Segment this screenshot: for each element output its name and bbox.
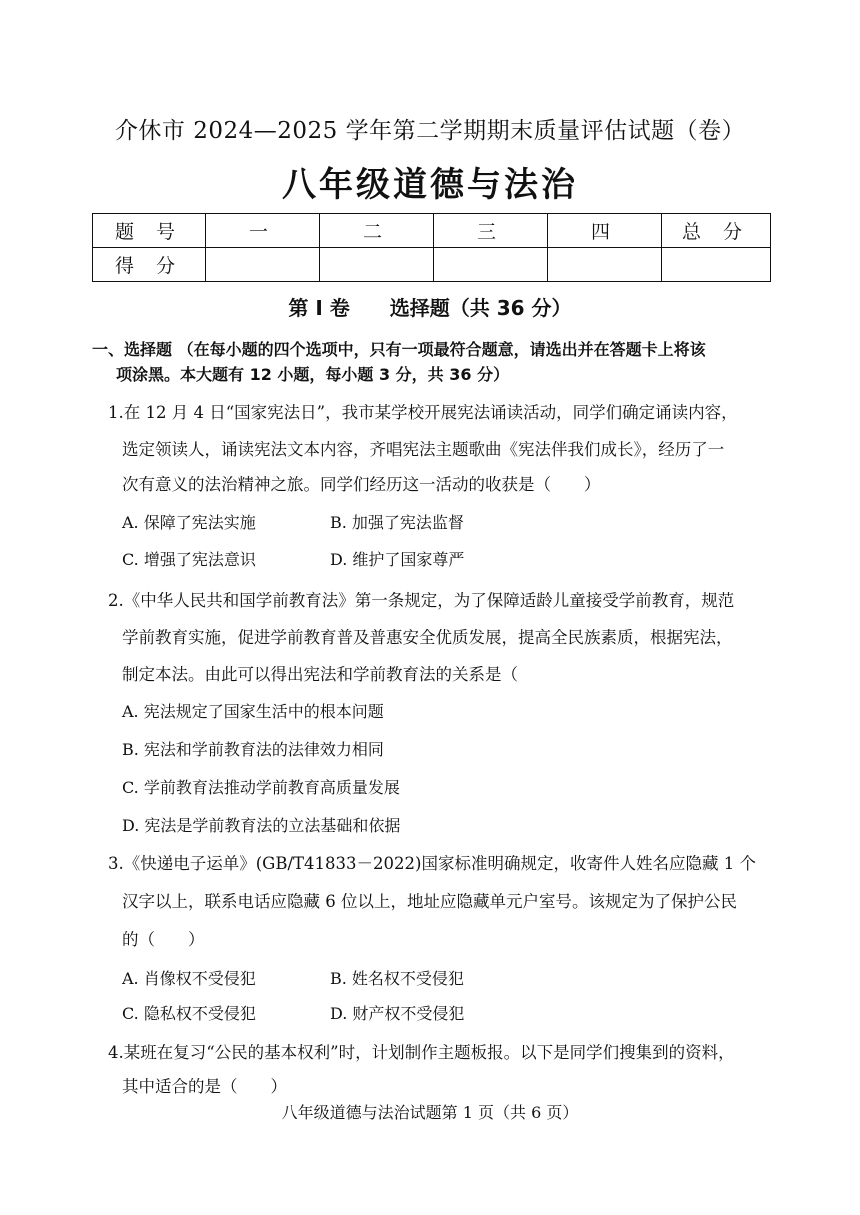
subject-title: 八年级道德与法治	[282, 165, 578, 205]
q1-stem-line-3: 次有意义的法治精神之旅。同学们经历这一活动的收获是（ ）	[122, 475, 601, 494]
score-blank	[320, 248, 434, 282]
score-cell-label: 题 号	[93, 214, 206, 248]
score-table-score-row	[93, 248, 771, 282]
q3-stem-line-2: 汉字以上，联系电话应隐藏 6 位以上，地址应隐藏单元户室号。该规定为了保护公民	[122, 892, 737, 911]
q2-option-b: B. 宪法和学前教育法的法律效力相同	[122, 740, 384, 759]
q1-stem-line-2: 选定领读人，诵读宪法文本内容，齐唱宪法主题歌曲《宪法伴我们成长》，经历了一	[122, 440, 725, 459]
q2-option-d: D. 宪法是学前教育法的立法基础和依据	[122, 816, 401, 835]
q1-stem-line-1: 1.在 12 月 4 日“国家宪法日”，我市某学校开展宪法诵读活动，同学们确定诵读内容，	[108, 403, 738, 422]
section-part: 第 I 卷	[288, 296, 350, 320]
score-cell-total: 总 分	[662, 214, 771, 248]
section-heading	[0, 292, 860, 321]
section-name: 选择题（共 36 分）	[389, 296, 572, 320]
score-table	[92, 213, 771, 282]
page-footer: 八年级道德与法治试题第 1 页（共 6 页）	[281, 1103, 579, 1122]
q3-option-b: B. 姓名权不受侵犯	[330, 969, 464, 988]
q2-stem-line-1: 2.《中华人民共和国学前教育法》第一条规定，为了保障适龄儿童接受学前教育，规范	[108, 591, 735, 610]
q2-option-a: A. 宪法规定了国家生活中的根本问题	[122, 702, 384, 721]
score-blank	[548, 248, 662, 282]
q3-option-a: A. 肖像权不受侵犯	[122, 969, 256, 988]
q3-option-d: D. 财产权不受侵犯	[330, 1004, 465, 1023]
q1-option-c: C. 增强了宪法意识	[122, 550, 256, 569]
q4-stem-line-1: 4.某班在复习“公民的基本权利”时，计划制作主题板报。以下是同学们搜集到的资料，	[108, 1043, 735, 1062]
score-blank	[434, 248, 548, 282]
q3-stem-line-1: 3.《快递电子运单》(GB/T41833－2022)国家标准明确规定，收寄件人姓名应隐藏 1 个	[108, 854, 756, 873]
score-cell-1: 一	[206, 214, 320, 248]
score-blank	[206, 248, 320, 282]
q1-option-d: D. 维护了国家尊严	[330, 550, 465, 569]
instructions-line-2: 项涂黑。本大题有 12 小题，每小题 3 分，共 36 分）	[116, 365, 510, 384]
score-cell-3: 三	[434, 214, 548, 248]
exam-title: 介休市 2024—2025 学年第二学期期末质量评估试题（卷）	[114, 118, 746, 144]
q2-stem-line-2: 学前教育实施，促进学前教育普及普惠安全优质发展，提高全民族素质，根据宪法，	[122, 628, 733, 647]
q3-stem-line-3: 的（ ）	[122, 930, 205, 949]
q2-stem-line-3: 制定本法。由此可以得出宪法和学前教育法的关系是（	[122, 665, 518, 684]
q2-option-c: C. 学前教育法推动学前教育高质量发展	[122, 778, 400, 797]
score-blank	[662, 248, 771, 282]
q1-option-a: A. 保障了宪法实施	[122, 513, 256, 532]
score-cell-2: 二	[320, 214, 434, 248]
score-cell-4: 四	[548, 214, 662, 248]
q4-stem-line-2: 其中适合的是（ ）	[122, 1077, 287, 1096]
score-table-header-row	[93, 214, 771, 248]
score-row-label: 得 分	[93, 248, 206, 282]
instructions-line-1: 一、选择题 （在每小题的四个选项中，只有一项最符合题意，请选出并在答题卡上将该	[92, 340, 706, 359]
q1-option-b: B. 加强了宪法监督	[330, 513, 464, 532]
q3-option-c: C. 隐私权不受侵犯	[122, 1004, 256, 1023]
